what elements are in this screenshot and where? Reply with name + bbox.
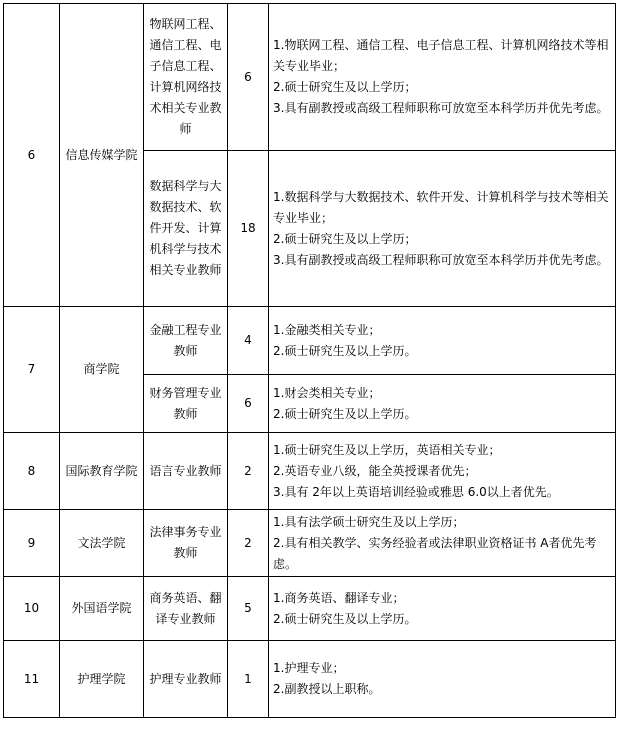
headcount: 4: [228, 307, 269, 375]
requirement-line: 2.硕士研究生及以上学历。: [273, 406, 417, 421]
row-number: 6: [4, 4, 60, 307]
row-number: 11: [4, 641, 60, 718]
table-row: [4, 433, 616, 510]
college-name: 国际教育学院: [60, 433, 144, 510]
position-name: 商务英语、翻译专业教师: [144, 577, 228, 641]
position-name: 护理专业教师: [144, 641, 228, 718]
position-name: 物联网工程、通信工程、电子信息工程、计算机网络技术相关专业教师: [144, 4, 228, 151]
position-name: 法律事务专业教师: [144, 510, 228, 577]
requirements-cell: [269, 4, 616, 151]
row-number: 7: [4, 307, 60, 433]
requirement-line: 1.物联网工程、通信工程、电子信息工程、计算机网络技术等相关专业毕业；: [273, 38, 609, 73]
college-name: 商学院: [60, 307, 144, 433]
requirement-line: 3.具有副教授或高级工程师职称可放宽至本科学历并优先考虑。: [273, 101, 609, 115]
table-row: [4, 577, 616, 641]
headcount: 1: [228, 641, 269, 718]
position-name: 金融工程专业教师: [144, 307, 228, 375]
headcount: 2: [228, 433, 269, 510]
table-row: [4, 510, 616, 577]
headcount: 18: [228, 151, 269, 307]
requirements-cell: [269, 151, 616, 307]
college-name: 信息传媒学院: [60, 4, 144, 307]
requirements-cell: [269, 641, 616, 718]
requirements-cell: [269, 375, 616, 433]
headcount: 6: [228, 4, 269, 151]
requirements-cell: [269, 433, 616, 510]
requirement-line: 1.硕士研究生及以上学历，英语相关专业；: [273, 442, 501, 457]
requirement-line: 2.硕士研究生及以上学历；: [273, 231, 417, 246]
table-row: [4, 4, 616, 151]
row-number: 10: [4, 577, 60, 641]
position-name: 语言专业教师: [144, 433, 228, 510]
requirement-line: 1.财会类相关专业；: [273, 385, 381, 400]
headcount: 5: [228, 577, 269, 641]
college-name: 护理学院: [60, 641, 144, 718]
table-row: [4, 307, 616, 375]
recruitment-table: [3, 3, 616, 718]
position-name: 数据科学与大数据技术、软件开发、计算机科学与技术相关专业教师: [144, 151, 228, 307]
requirement-line: 1.护理专业；: [273, 661, 345, 675]
requirement-line: 2.硕士研究生及以上学历。: [273, 611, 417, 626]
requirements-cell: [269, 510, 616, 577]
college-name: 文法学院: [60, 510, 144, 577]
requirement-line: 3.具有副教授或高级工程师职称可放宽至本科学历并优先考虑。: [273, 252, 609, 267]
row-number: 9: [4, 510, 60, 577]
row-number: 8: [4, 433, 60, 510]
requirement-line: 2.硕士研究生及以上学历；: [273, 80, 417, 94]
table-row: [4, 641, 616, 718]
requirement-line: 1.商务英语、翻译专业；: [273, 590, 405, 605]
requirement-line: 1.数据科学与大数据技术、软件开发、计算机科学与技术等相关专业毕业；: [273, 189, 609, 225]
requirement-line: 2.具有相关教学、实务经验者或法律职业资格证书 A者优先考虑。: [273, 535, 597, 571]
requirement-line: 2.英语专业八级，能全英授课者优先；: [273, 463, 477, 478]
college-name: 外国语学院: [60, 577, 144, 641]
headcount: 2: [228, 510, 269, 577]
requirement-line: 1.金融类相关专业；: [273, 322, 381, 337]
requirement-line: 2.硕士研究生及以上学历。: [273, 343, 417, 358]
requirement-line: 3.具有 2年以上英语培训经验或雅思 6.0以上者优先。: [273, 484, 559, 499]
requirement-line: 1.具有法学硕士研究生及以上学历；: [273, 514, 465, 529]
requirements-cell: [269, 577, 616, 641]
requirements-cell: [269, 307, 616, 375]
headcount: 6: [228, 375, 269, 433]
requirement-line: 2.副教授以上职称。: [273, 682, 381, 696]
position-name: 财务管理专业教师: [144, 375, 228, 433]
